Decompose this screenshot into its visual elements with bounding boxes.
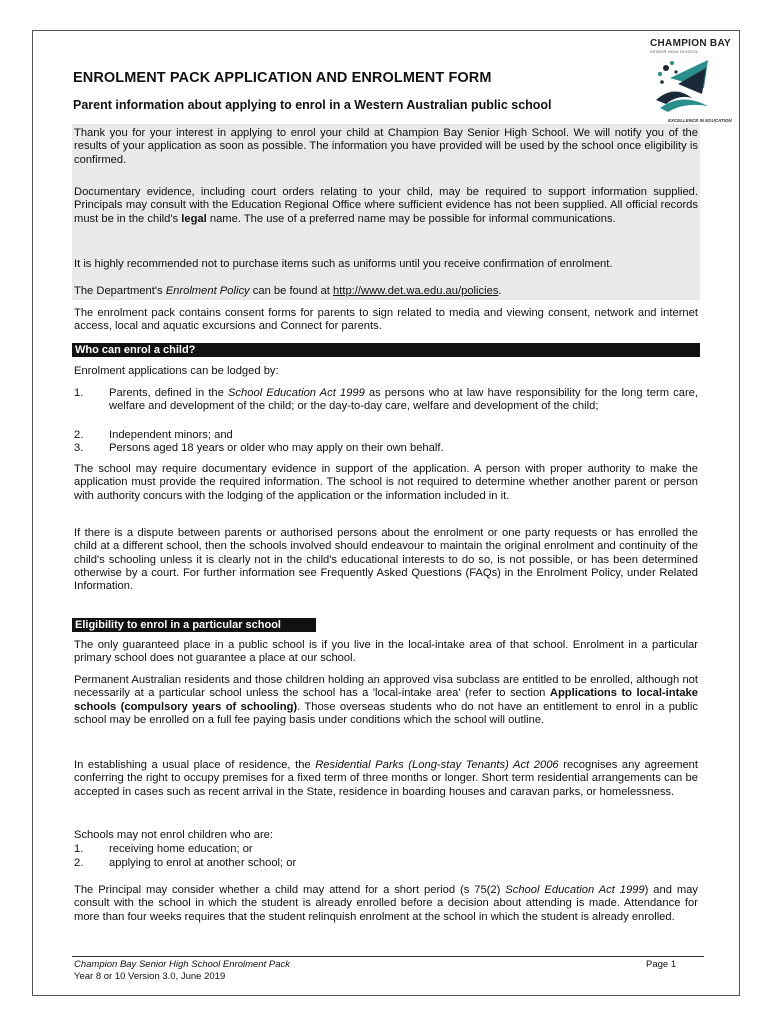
intro-paragraph-3: It is highly recommended not to purchase items such as uniforms until you receive confirmation of enrolment.	[74, 258, 613, 270]
logo-subtitle: SENIOR HIGH SCHOOL	[650, 49, 699, 54]
intro-paragraph-1: Thank you for your interest in applying to enrol your child at Champion Bay Senior High School. We will notify you of the results of your application as soon as possible. The information you have provided will be used by the school once eligibility is confirmed.	[74, 127, 698, 166]
who-lead: Enrolment applications can be lodged by:	[74, 365, 279, 377]
who-paragraph-1: The school may require documentary evidence in support of the application. A person with proper authority to make the application must provide the required information. The school is not required to determine whether another parent or person with authority concurs with the lodging of the application or the information included in it.	[74, 463, 698, 502]
policies-link[interactable]: http://www.det.wa.edu.au/policies	[333, 285, 499, 297]
eligibility-paragraph-5: The Principal may consider whether a child may attend for a short period (s 75(2) School Education Act 1999) and may consult with the school in which the student is already enrolled before a decision about attending is made. Attendance for more than four weeks requires that the student relinquish enrolment at the school in which the student is already enrolled.	[74, 884, 698, 923]
page-subtitle: Parent information about applying to enrol in a Western Australian public school	[73, 98, 552, 112]
eligibility-paragraph-3: In establishing a usual place of residence, the Residential Parks (Long-stay Tenants) Act 2006 recognises any agreement conferring the right to occupy premises for a fixed term of three months or longer. Short term residential arrangements can be accepted in cases such as recent arrival in the State, residence in boarding houses and caravan parks, or homelessness.	[74, 759, 698, 798]
logo-caption: EXCELLENCE IN EDUCATION	[668, 118, 732, 123]
footer-document-name: Champion Bay Senior High School Enrolment Pack	[74, 959, 290, 970]
intro-paragraph-4: The Department's Enrolment Policy can be found at http://www.det.wa.edu.au/policies.	[74, 285, 502, 297]
logo-name: CHAMPION BAY	[650, 38, 732, 49]
intro-paragraph-5: The enrolment pack contains consent forms for parents to sign related to media and viewing consent, network and internet access, local and aquatic excursions and Connect for parents.	[74, 307, 698, 333]
footer-divider	[72, 956, 704, 957]
eligibility-paragraph-4: Schools may not enrol children who are:	[74, 829, 273, 841]
eligibility-paragraph-2: Permanent Australian residents and those children holding an approved visa subclass are entitled to be enrolled, although not necessarily at a particular school unless the school has a 'local-intake area' (refer to section Applications to local-intake schools (compulsory years of schooling). Those overseas students who do not have an entitlement to enrol in a public school may be enrolled on a full fee paying basis under conditions which the school will outline.	[74, 674, 699, 726]
intro-paragraph-2: Documentary evidence, including court orders relating to your child, may be required to support information supplied. Principals may consult with the Education Regional Office where sufficient evidence has not been supplied. All official records must be in the child's legal name. The use of a preferred name may be possible for informal communications.	[74, 186, 698, 225]
footer-page-number: Page 1	[646, 959, 677, 970]
page-title: ENROLMENT PACK APPLICATION AND ENROLMENT FORM	[73, 70, 492, 86]
section-heading-eligibility: Eligibility to enrol in a particular school	[72, 618, 316, 632]
footer-version: Year 8 or 10 Version 3.0, June 2019	[74, 971, 226, 982]
section-heading-who-can-enrol: Who can enrol a child?	[72, 343, 700, 357]
school-logo-icon	[648, 54, 720, 124]
who-paragraph-2: If there is a dispute between parents or authorised persons about the enrolment or one party requests or has enrolled the child at a different school, then the schools involved should endeavour to maintain the original enrolment and continuity of the child's schooling unless it is clearly not in the child's educational interests to do so, is not possible, or has been determined otherwise by a court. For further information see Frequently Asked Questions (FAQs) in the Enrolment Policy, under Related Information.	[74, 527, 698, 593]
eligibility-paragraph-1: The only guaranteed place in a public school is if you live in the local-intake area of that school. Enrolment in a particular primary school does not guarantee a place at our school.	[74, 639, 698, 665]
